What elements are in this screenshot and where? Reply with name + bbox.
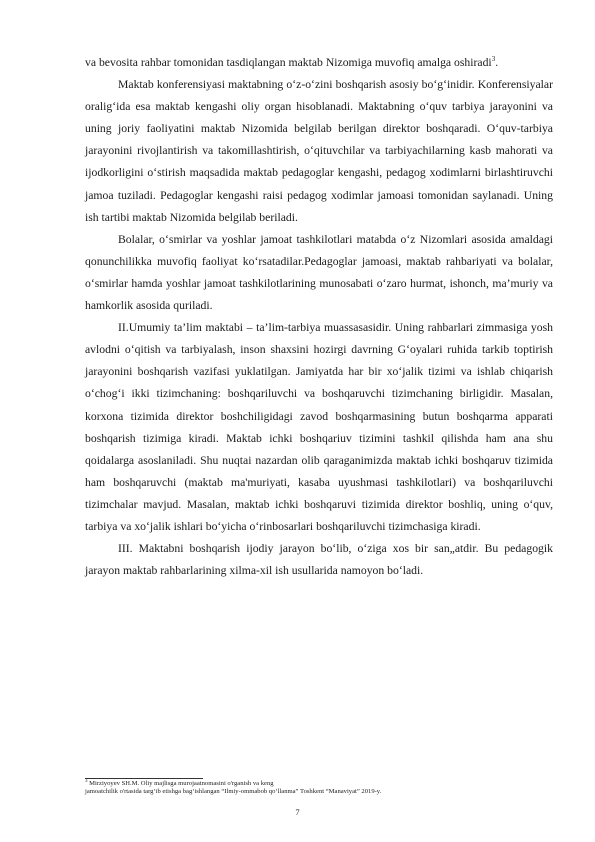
footnotes (85, 780, 553, 797)
paragraph-3: Bolalar, o‘smirlar va yoshlar jamoat tashkilotlari matabda o‘z Nizomlari asosida amaldagi qonunchilikka muvofiq faoliyat ko‘rsatadilar.Pedagoglar jamoasi, maktab rahbariyati va bolalar, o‘smirlar hamda yoshlar jamoat tashkilotlarining munosabati o‘zaro hurmat, ishonch, ma’muriy va hamkorlik asosida quriladi. (85, 232, 553, 313)
footnote-line-2: jamoatchilik o'rtasida targ‘ib etishga bag‘ishlangan “Ilmiy-ommabob qo‘llanma” Toshkent “Manaviyat” 2019-y. (85, 788, 382, 796)
footnote-marker: 3 (85, 778, 88, 784)
paragraph-1 (85, 52, 553, 74)
page-number: 7 (295, 807, 300, 817)
footnote-divider (85, 778, 203, 779)
footnote-text-1: Mirziyoyev SH.M. Oliy majlisga murojaatnomasini o'rganish va keng (89, 780, 274, 787)
paragraph-1-end: . (495, 56, 499, 69)
paragraph-2: Maktab konferensiyasi maktabning o‘z-o‘zini boshqarish asosiy bo‘g‘inidir. Konferensiyalar oralig‘ida esa maktab kengashi oliy organ hisoblanadi. Maktabning o‘quv tarbiya jarayonini va uning joriy faoliyatini maktab Nizomida belgilab berilgan direktor boshqaradi. O‘quv-tarbiya jarayonini rivojlantirish va takomillashtirish, o‘qituvchilar va tarbiyachilarning kasb mahorati va ijodkorligini o‘stirish maqsadida maktab pedagoglar kengashi, pedagog xodimlarni birlashtiruvchi jamoa tuziladi. Pedagoglar kengashi raisi pedagog xodimlar jamoasi tomonidan saylanadi. Uning ish tartibi maktab Nizomida belgilab beriladi. (85, 78, 553, 224)
paragraph-4: II.Umumiy ta’lim maktabi – ta’lim-tarbiya muassasasidir. Uning rahbarlari zimmasiga yosh avlodni o‘qitish va tarbiyalash, inson shaxsini hozirgi davrning G‘oyalari ruhida tarkib toptirish jarayonini boshqarish vazifasi yuklatilgan. Jamiyatda har bir xo‘jalik tizimi va ishlab chiqarish o‘chog‘i ikki tizimchaning: boshqariluvchi va boshqaruvchi tizimchaning birligidir. Masalan, korxona tizimida direktor boshchiligidagi zavod boshqarmasining butun boshqarma apparati boshqarish tizimiga kiradi. Maktab ichki boshqariuv tizimini tashkil qilishda ham ana shu qoidalarga asoslaniladi. Shu nuqtai nazardan olib qaraganimizda maktab ichki boshqaruv tizimida ham boshqaruvchi (maktab ma'muriyati, kasaba uyushmasi tashkilotlari) va boshqariluvchi tizimchalar mavjud. Masalan, maktab ichki boshqaruvi tizimida direktor boshliq, uning o‘quv, tarbiya va xo‘jalik ishlari bo‘yicha o‘rinbosarlari boshqariluvchi tizimchasiga kiradi. (85, 321, 553, 533)
paragraph-5: III. Maktabni boshqarish ijodiy jarayon bo‘lib, o‘ziga xos bir san„atdir. Bu pedagogik jarayon maktab rahbarlarining xilma-xil ish usullarida namoyon bo‘ladi. (85, 542, 553, 578)
footnote-reference[interactable]: 3 (491, 55, 496, 64)
document-body (85, 52, 553, 582)
footnote-line-1 (85, 780, 553, 788)
paragraph-1-text: va bevosita rahbar tomonidan tasdiqlangan maktab Nizomiga muvofiq amalga oshiradi (85, 56, 492, 69)
